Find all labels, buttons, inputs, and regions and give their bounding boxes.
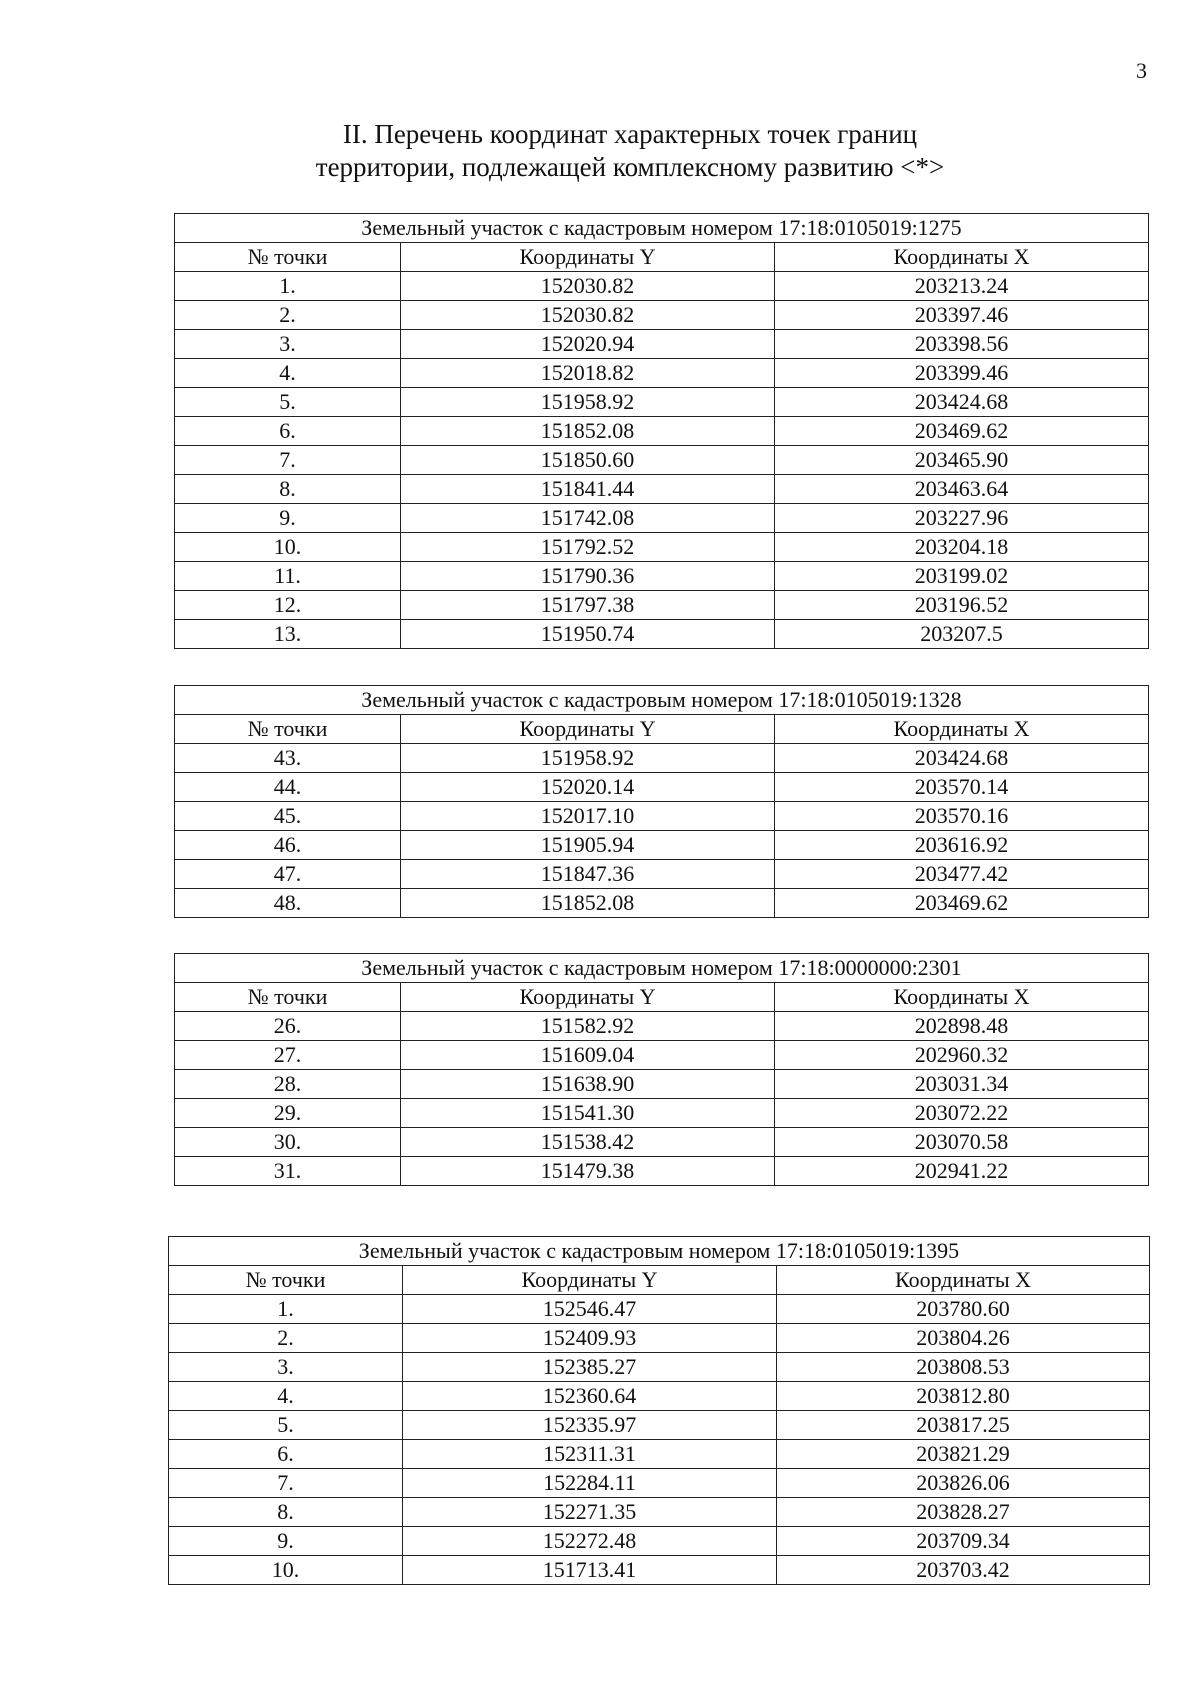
table-row: [175, 1041, 1149, 1070]
point-number-cell: 6.: [169, 1440, 403, 1469]
header-coordinate-y: Координаты Y: [401, 715, 775, 744]
coordinate-x-cell: 202941.22: [775, 1157, 1149, 1186]
header-point-number: № точки: [169, 1266, 403, 1295]
header-point-number: № точки: [175, 715, 401, 744]
point-number-cell: 46.: [175, 831, 401, 860]
coordinate-x-cell: 203199.02: [775, 562, 1149, 591]
title-line-1: II. Перечень координат характерных точек границ: [342, 119, 918, 149]
coordinate-x-cell: 203804.26: [777, 1324, 1150, 1353]
coordinate-y-cell: 152272.48: [403, 1527, 777, 1556]
coordinate-x-cell: 202898.48: [775, 1012, 1149, 1041]
coordinate-y-cell: 151479.38: [401, 1157, 775, 1186]
point-number-cell: 29.: [175, 1099, 401, 1128]
table-row: [169, 1469, 1150, 1498]
point-number-cell: 10.: [169, 1556, 403, 1585]
header-coordinate-x: Координаты X: [775, 243, 1149, 272]
coordinate-x-cell: 203817.25: [777, 1411, 1150, 1440]
header-row: [169, 1266, 1150, 1295]
coordinates-table-2301: [174, 953, 1149, 1186]
coordinate-x-cell: 203207.5: [775, 620, 1149, 649]
page-number: 3: [1136, 58, 1147, 83]
table-row: [175, 620, 1149, 649]
coordinate-y-cell: 152360.64: [403, 1382, 777, 1411]
coordinate-y-cell: 151609.04: [401, 1041, 775, 1070]
coordinate-y-cell: 151538.42: [401, 1128, 775, 1157]
header-row: [175, 243, 1149, 272]
table-row: [169, 1440, 1150, 1469]
point-number-cell: 11.: [175, 562, 401, 591]
table-row: [175, 1128, 1149, 1157]
coordinate-y-cell: 152409.93: [403, 1324, 777, 1353]
point-number-cell: 27.: [175, 1041, 401, 1070]
table-row: [169, 1527, 1150, 1556]
coordinate-x-cell: 203424.68: [775, 744, 1149, 773]
parcel-caption: Земельный участок с кадастровым номером 17:18:0105019:1395: [169, 1237, 1150, 1266]
coordinate-x-cell: 203570.16: [775, 802, 1149, 831]
point-number-cell: 5.: [175, 388, 401, 417]
coordinate-x-cell: 203469.62: [775, 417, 1149, 446]
document-title: [0, 118, 1200, 184]
coordinate-x-cell: 203477.42: [775, 860, 1149, 889]
parcel-caption: Земельный участок с кадастровым номером 17:18:0105019:1328: [175, 686, 1149, 715]
coordinate-y-cell: 152546.47: [403, 1295, 777, 1324]
coordinate-y-cell: 152020.14: [401, 773, 775, 802]
parcel-caption: Земельный участок с кадастровым номером 17:18:0105019:1275: [175, 214, 1149, 243]
table-row: [175, 446, 1149, 475]
coordinate-y-cell: 151852.08: [401, 417, 775, 446]
table-row: [175, 591, 1149, 620]
coordinate-x-cell: 203424.68: [775, 388, 1149, 417]
point-number-cell: 48.: [175, 889, 401, 918]
coordinate-y-cell: 151638.90: [401, 1070, 775, 1099]
coordinate-y-cell: 152385.27: [403, 1353, 777, 1382]
coordinate-x-cell: 203703.42: [777, 1556, 1150, 1585]
point-number-cell: 26.: [175, 1012, 401, 1041]
coordinate-y-cell: 151742.08: [401, 504, 775, 533]
coordinate-y-cell: 151905.94: [401, 831, 775, 860]
coordinates-table-1328: [174, 685, 1149, 918]
point-number-cell: 3.: [169, 1353, 403, 1382]
point-number-cell: 2.: [169, 1324, 403, 1353]
coordinate-x-cell: 203213.24: [775, 272, 1149, 301]
table-row: [175, 773, 1149, 802]
coordinate-y-cell: 151958.92: [401, 744, 775, 773]
coordinate-y-cell: 151950.74: [401, 620, 775, 649]
table-row: [169, 1498, 1150, 1527]
coordinate-x-cell: 203812.80: [777, 1382, 1150, 1411]
coordinate-x-cell: 203072.22: [775, 1099, 1149, 1128]
coordinate-x-cell: 203196.52: [775, 591, 1149, 620]
header-coordinate-y: Координаты Y: [403, 1266, 777, 1295]
table-row: [175, 504, 1149, 533]
header-point-number: № точки: [175, 983, 401, 1012]
coordinate-y-cell: 152335.97: [403, 1411, 777, 1440]
table-row: [175, 388, 1149, 417]
table-row: [175, 802, 1149, 831]
table-row: [175, 562, 1149, 591]
coordinate-y-cell: 151958.92: [401, 388, 775, 417]
table-row: [169, 1324, 1150, 1353]
table-row: [169, 1556, 1150, 1585]
table-row: [175, 475, 1149, 504]
coordinate-x-cell: 203070.58: [775, 1128, 1149, 1157]
table-row: [175, 831, 1149, 860]
coordinate-y-cell: 152311.31: [403, 1440, 777, 1469]
table-row: [175, 330, 1149, 359]
table-row: [169, 1353, 1150, 1382]
table-row: [175, 744, 1149, 773]
point-number-cell: 47.: [175, 860, 401, 889]
coordinate-y-cell: 152030.82: [401, 272, 775, 301]
coordinate-x-cell: 203399.46: [775, 359, 1149, 388]
point-number-cell: 31.: [175, 1157, 401, 1186]
point-number-cell: 6.: [175, 417, 401, 446]
table-row: [175, 1099, 1149, 1128]
coordinate-x-cell: 203469.62: [775, 889, 1149, 918]
point-number-cell: 45.: [175, 802, 401, 831]
coordinates-table-1275: [174, 213, 1149, 649]
table-row: [175, 860, 1149, 889]
header-point-number: № точки: [175, 243, 401, 272]
header-coordinate-x: Координаты X: [775, 715, 1149, 744]
point-number-cell: 28.: [175, 1070, 401, 1099]
table-row: [169, 1411, 1150, 1440]
header-coordinate-x: Координаты X: [777, 1266, 1150, 1295]
coordinate-y-cell: 151790.36: [401, 562, 775, 591]
coordinate-x-cell: 203780.60: [777, 1295, 1150, 1324]
coordinate-x-cell: 203397.46: [775, 301, 1149, 330]
header-coordinate-x: Координаты X: [775, 983, 1149, 1012]
point-number-cell: 9.: [175, 504, 401, 533]
point-number-cell: 5.: [169, 1411, 403, 1440]
point-number-cell: 4.: [175, 359, 401, 388]
table-row: [175, 417, 1149, 446]
coordinate-x-cell: 203826.06: [777, 1469, 1150, 1498]
coordinate-x-cell: 203465.90: [775, 446, 1149, 475]
header-row: [175, 715, 1149, 744]
header-coordinate-y: Координаты Y: [401, 243, 775, 272]
coordinate-x-cell: 203616.92: [775, 831, 1149, 860]
table-row: [169, 1382, 1150, 1411]
coordinate-x-cell: 203570.14: [775, 773, 1149, 802]
point-number-cell: 43.: [175, 744, 401, 773]
coordinate-y-cell: 151852.08: [401, 889, 775, 918]
coordinate-x-cell: 203808.53: [777, 1353, 1150, 1382]
header-row: [175, 983, 1149, 1012]
coordinate-y-cell: 152030.82: [401, 301, 775, 330]
coordinate-y-cell: 152020.94: [401, 330, 775, 359]
table-row: [169, 1295, 1150, 1324]
parcel-caption: Земельный участок с кадастровым номером 17:18:0000000:2301: [175, 954, 1149, 983]
point-number-cell: 2.: [175, 301, 401, 330]
table-row: [175, 1157, 1149, 1186]
coordinate-y-cell: 151847.36: [401, 860, 775, 889]
point-number-cell: 1.: [169, 1295, 403, 1324]
point-number-cell: 10.: [175, 533, 401, 562]
table-row: [175, 272, 1149, 301]
point-number-cell: 3.: [175, 330, 401, 359]
coordinate-x-cell: 203204.18: [775, 533, 1149, 562]
coordinate-y-cell: 152018.82: [401, 359, 775, 388]
coordinate-y-cell: 151541.30: [401, 1099, 775, 1128]
point-number-cell: 7.: [169, 1469, 403, 1498]
title-line-2: территории, подлежащей комплексному развитию <*>: [315, 152, 945, 182]
table-row: [175, 1012, 1149, 1041]
point-number-cell: 12.: [175, 591, 401, 620]
point-number-cell: 44.: [175, 773, 401, 802]
coordinate-x-cell: 203821.29: [777, 1440, 1150, 1469]
coordinate-y-cell: 151713.41: [403, 1556, 777, 1585]
coordinate-x-cell: 203031.34: [775, 1070, 1149, 1099]
coordinate-x-cell: 203398.56: [775, 330, 1149, 359]
coordinate-x-cell: 203709.34: [777, 1527, 1150, 1556]
coordinate-y-cell: 152017.10: [401, 802, 775, 831]
point-number-cell: 7.: [175, 446, 401, 475]
point-number-cell: 30.: [175, 1128, 401, 1157]
coordinate-y-cell: 151792.52: [401, 533, 775, 562]
table-row: [175, 533, 1149, 562]
coordinate-x-cell: 202960.32: [775, 1041, 1149, 1070]
coordinate-y-cell: 151841.44: [401, 475, 775, 504]
coordinate-x-cell: 203463.64: [775, 475, 1149, 504]
coordinate-y-cell: 151850.60: [401, 446, 775, 475]
coordinate-y-cell: 151582.92: [401, 1012, 775, 1041]
header-coordinate-y: Координаты Y: [401, 983, 775, 1012]
table-row: [175, 889, 1149, 918]
coordinate-x-cell: 203828.27: [777, 1498, 1150, 1527]
point-number-cell: 1.: [175, 272, 401, 301]
point-number-cell: 8.: [169, 1498, 403, 1527]
table-row: [175, 359, 1149, 388]
table-row: [175, 1070, 1149, 1099]
point-number-cell: 8.: [175, 475, 401, 504]
table-row: [175, 301, 1149, 330]
coordinate-y-cell: 152284.11: [403, 1469, 777, 1498]
point-number-cell: 4.: [169, 1382, 403, 1411]
coordinate-x-cell: 203227.96: [775, 504, 1149, 533]
point-number-cell: 9.: [169, 1527, 403, 1556]
point-number-cell: 13.: [175, 620, 401, 649]
coordinate-y-cell: 151797.38: [401, 591, 775, 620]
coordinates-table-1395: [168, 1236, 1150, 1585]
coordinate-y-cell: 152271.35: [403, 1498, 777, 1527]
